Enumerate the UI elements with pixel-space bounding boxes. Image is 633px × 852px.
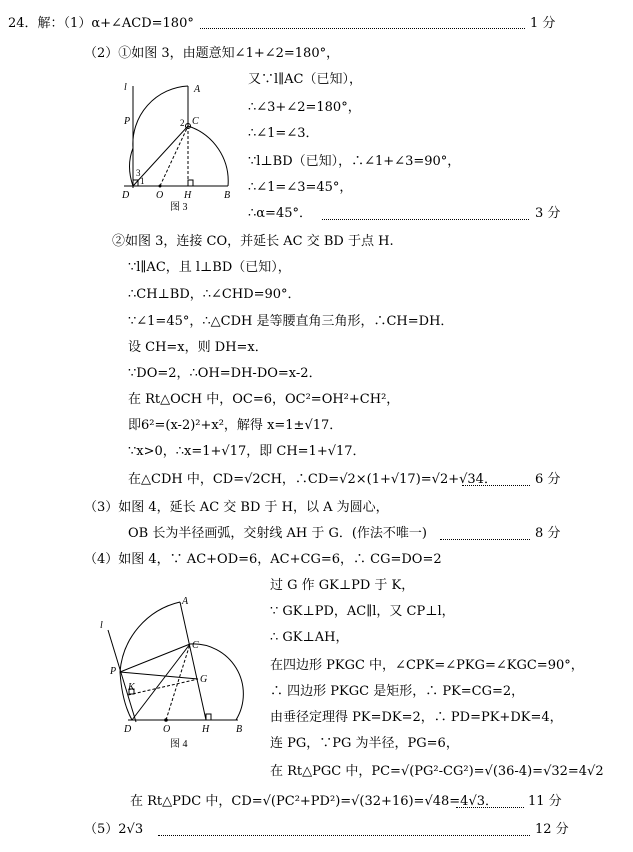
label-l: l [124,82,127,93]
proof-line: ∴ 四边形 PKGC 是矩形，∴ PK=CG=2， [270,684,525,699]
segment-k-g [128,679,198,695]
proof-line: ∴∠1=∠3． [248,126,319,141]
label-a: A [194,84,201,95]
proof-line: 在 Rt△PGC 中，PC=√(PG²-CG²)=√(36-4)=√32=4√2 [270,764,604,779]
point-o [159,185,162,188]
label-c: C [192,116,199,127]
proof-line: ∵∠1=45°，∴△CDH 是等腰直角三角形，∴CH=DH． [128,314,454,329]
answer-part4: （4）如图 4，∵ AC+OD=6，AC+CG=6，∴ CG=DO=2 [84,552,442,567]
right-angle-mark [188,180,193,186]
label-d: D [124,724,132,735]
proof-line: 即6²=(x-2)²+x²，解得 x=1±√17． [128,418,343,433]
label-l: l [100,620,103,631]
answer-part2-intro: （2）①如图 3，由题意知∠1+∠2=180°， [84,46,340,61]
proof-line: ∵l∥AC，且 l⊥BD（已知）， [128,260,291,275]
figure-4-caption: 图 4 [170,739,188,750]
proof-line: ∵ GK⊥PD，AC∥l，又 CP⊥l， [270,604,455,619]
dot-leader [158,835,530,836]
proof-line: 在 Rt△OCH 中，OC=6，OC²=OH²+CH²， [128,392,400,407]
proof-line: ∴∠1=∠3=45°， [248,180,353,195]
segment-p-g [120,672,198,679]
right-angle-mark [206,714,211,720]
arc-upper [133,86,188,148]
label-p: P [124,116,131,127]
segment-a-h [180,602,206,720]
point-o [164,718,168,722]
answer-part3: （3）如图 4，延长 AC 交 BD 于 H，以 A 为圆心， [84,500,389,515]
segment-o-c [166,644,190,720]
score-part2a: 3 分 [535,206,561,221]
score-part3: 8 分 [535,526,561,541]
proof-line: ∴ GK⊥AH， [270,630,349,645]
proof-line: ∴∠3+∠2=180°， [248,100,361,115]
score-part2b: 6 分 [535,472,561,487]
proof-line: 连 PG，∵PG 为半径，PG=6， [270,736,459,751]
label-b: B [236,724,243,735]
proof-line: 在四边形 PKGC 中，∠CPK=∠PKG=∠KGC=90°， [270,658,584,673]
score-part4: 11 分 [528,794,562,809]
arc-left [130,148,134,186]
proof-line: ∴CH⊥BD，∴∠CHD=90°． [128,287,301,302]
dot-leader [322,219,529,220]
label-k: K [128,682,135,693]
arc-left [120,672,132,720]
proof-line: ∵x>0，∴x=1+√17，即 CH=1+√17． [128,444,366,459]
dot-leader [440,539,530,540]
answer-part5: （5）2√3 [84,822,144,837]
dot-leader [456,807,524,808]
label-b: B [224,190,231,201]
proof-line: 过 G 作 GK⊥PD 于 K， [270,578,415,593]
label-d: D [122,190,130,201]
label-a: A [182,596,189,607]
label-o: O [156,190,164,201]
segment-o-c [160,126,188,186]
proof-line: OB 长为半径画弧，交射线 AH 于 G．(作法不唯一) [128,526,427,541]
figure-4 [98,592,258,752]
label-c: C [192,640,199,651]
score-part1: 1 分 [530,16,556,31]
answer-part1: 24．解：（1）α+∠ACD=180° [8,16,194,31]
label-g: G [200,674,208,685]
proof-line: 又∵l∥AC（已知）， [248,72,362,87]
proof-line: ∵DO=2，∴OH=DH-DO=x-2． [128,366,322,381]
label-3: 3 [136,168,141,178]
proof-line: 由垂径定理得 PK=DK=2，∴ PD=PK+DK=4， [270,710,563,725]
label-p: P [110,666,117,677]
arc-right [188,126,228,186]
proof-line: ∴α=45°． [248,206,312,221]
dot-leader [200,28,525,29]
label-o: O [163,724,171,735]
proof-line: ∵l⊥BD（已知），∴∠1+∠3=90°， [248,154,461,169]
proof-line: 在△CDH 中，CD=√2CH，∴CD=√2×(1+√17)=√2+√34． [128,472,497,487]
label-h: H [184,190,192,201]
figure-3 [110,78,250,213]
dot-leader [462,485,530,486]
score-part5: 12 分 [535,822,569,837]
label-h: H [202,724,210,735]
arc-upper [120,602,180,672]
proof-line: 设 CH=x，则 DH=x． [128,340,268,355]
figure-3-caption: 图 3 [170,202,188,213]
label-1: 1 [140,176,145,186]
proof-line: 在 Rt△PDC 中，CD=√(PC²+PD²)=√(32+16)=√48=4√3． [130,794,498,809]
label-2: 2 [180,118,185,128]
proof-line: ②如图 3，连接 CO，并延长 AC 交 BD 于点 H. [112,234,394,249]
